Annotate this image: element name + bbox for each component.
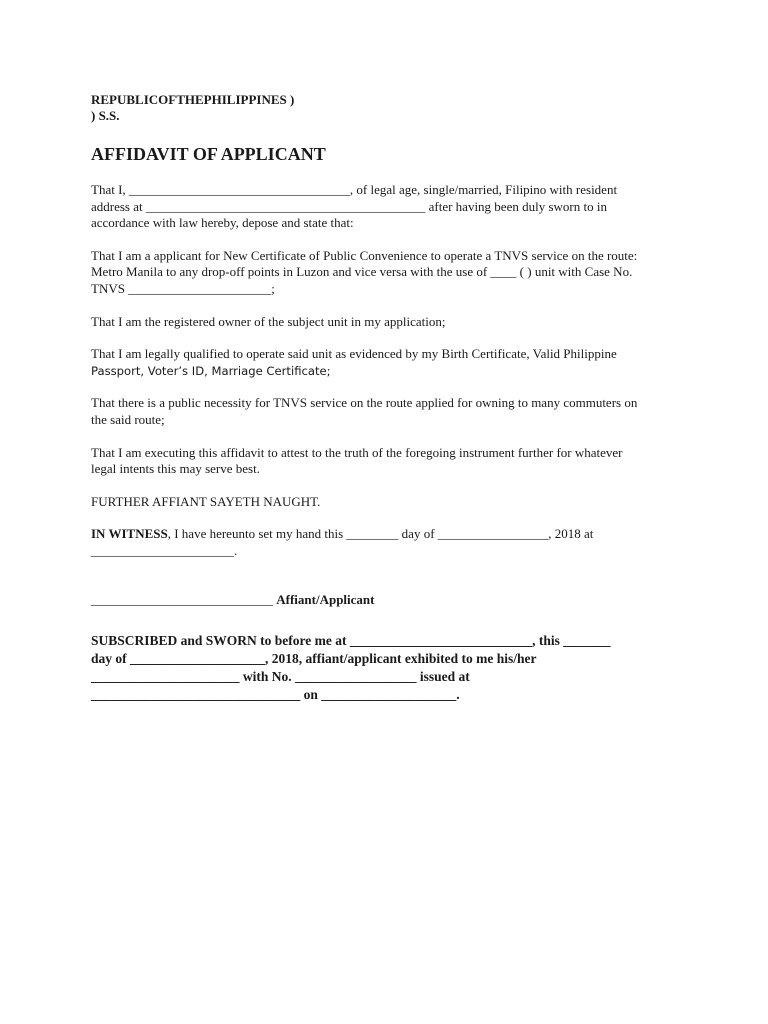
signature-line: [91, 592, 681, 608]
paragraph-ownership: [91, 314, 681, 331]
text-line: That I am the registered owner of the subject unit in my application;: [91, 313, 446, 329]
paragraph-identity: [91, 182, 681, 232]
text-line: That I, __________________________________, of legal age, single/married, Filipino with resident: [91, 182, 618, 197]
paragraph-naught: [91, 494, 681, 511]
document-title: AFFIDAVIT OF APPLICANT: [91, 144, 326, 164]
witness-text: , I have hereunto set my hand this ________ day of _________________, 2018 at: [167, 526, 594, 542]
signature-blank: ____________________________: [91, 591, 273, 607]
text-line: accordance with law hereby, depose and state that:: [91, 215, 354, 231]
text-line: That I am executing this affidavit to attest to the truth of the foregoing instrument further for whatever: [91, 444, 623, 460]
jurat-line: _______________________________ on ____________________.: [91, 686, 460, 702]
jurat-line: SUBSCRIBED and SWORN to before me at ___________________________, this _______: [91, 632, 611, 648]
text-line: legal intents this may serve best.: [91, 461, 260, 477]
text-line: FURTHER AFFIANT SAYETH NAUGHT.: [91, 493, 321, 509]
text-line: the said route;: [91, 411, 165, 427]
jurat-line: ______________________ with No. __________________ issued at: [91, 668, 470, 684]
text-line: Passport, Voter’s ID, Marriage Certificate;: [91, 363, 331, 378]
paragraph-necessity: [91, 395, 681, 428]
venue-line-republic: REPUBLICOFTHEPHILIPPINES ): [91, 92, 295, 107]
paragraph-application: [91, 248, 681, 298]
paragraph-qualification: [91, 346, 681, 379]
text-line: That I am a applicant for New Certificate of Public Convenience to operate a TNVS service on the route:: [91, 247, 638, 263]
text-line: Metro Manila to any drop-off points in Luzon and vice versa with the use of ____ ( ) unit with Case No.: [91, 264, 633, 280]
paragraph-witness: [91, 526, 681, 559]
text-line: ______________________.: [91, 542, 238, 558]
jurat-block: [91, 632, 681, 704]
text-line: TNVS ______________________;: [91, 280, 275, 296]
text-line: That I am legally qualified to operate said unit as evidenced by my Birth Certificate, Valid Philippine: [91, 346, 617, 362]
paragraph-purpose: [91, 445, 681, 478]
witness-bold: IN WITNESS: [91, 526, 168, 542]
venue-block: [91, 92, 681, 124]
signature-label: Affiant/Applicant: [276, 591, 375, 607]
affidavit-document: [91, 92, 681, 704]
text-line: That there is a public necessity for TNVS service on the route applied for owning to many commuters on: [91, 395, 638, 411]
jurat-line: day of ____________________, 2018, affiant/applicant exhibited to me his/her: [91, 650, 537, 666]
text-line: address at ___________________________________________ after having been duly sworn to in: [91, 198, 607, 214]
text-line: [91, 526, 681, 543]
venue-line-ss: ) S.S.: [91, 108, 120, 123]
